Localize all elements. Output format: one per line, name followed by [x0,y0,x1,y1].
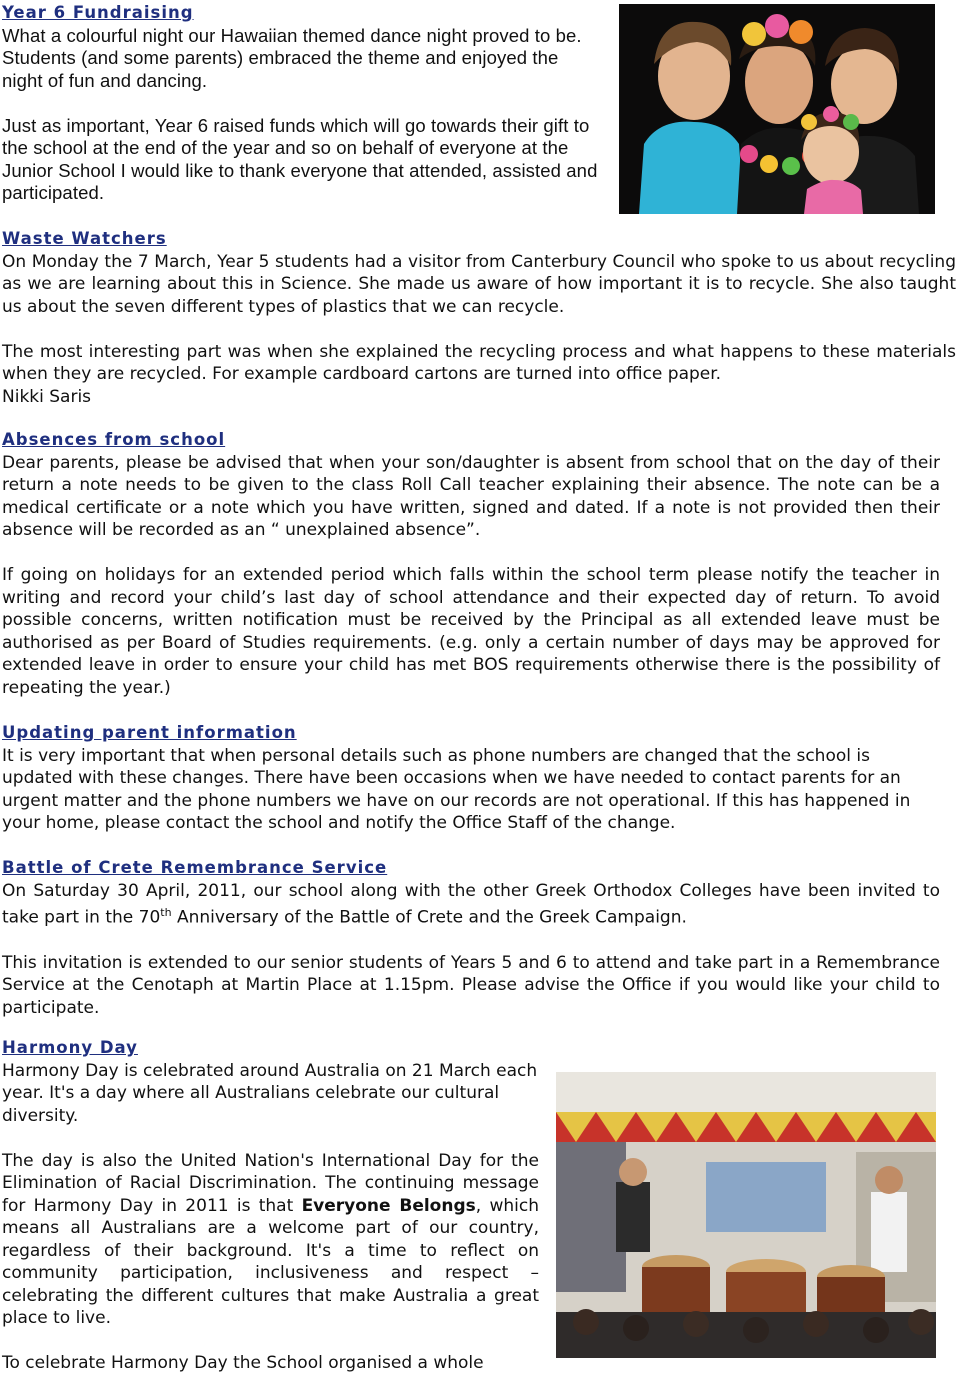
section-absences [2,429,940,699]
crete-p1-superscript: th [160,906,172,919]
section-battle-of-crete [2,857,940,1019]
harmony-paragraph-3: To celebrate Harmony Day the School organised a whole [2,1353,484,1373]
heading-updating-info: Updating parent information [2,723,297,742]
harmony-paragraph-1: Harmony Day is celebrated around Australia on 21 March each year. It's a day where all Australians celebrate our cultural diversity. [2,1060,538,1126]
absences-paragraph-2: If going on holidays for an extended period which falls within the school term please notify the teacher in writing and record your child’s last day of school attendance and their expected day of return. To avoid possible concerns, written notification must be received by the Principal as all extended leave must be authorised as per Board of Studies requirements. (e.g. only a certain number of days may be approved for extended leave in order to ensure your child has met BOS requirements otherwise there is the possibility of repeating the year.) [2,565,940,698]
crete-paragraph-1 [2,880,940,930]
heading-harmony-day: Harmony Day [2,1038,138,1057]
section-waste-watchers [2,228,956,408]
fundraising-paragraph-2: Just as important, Year 6 raised funds which will go towards their gift to the school at the end of the year and so on behalf of everyone at the Junior School I would like to thank everyone that attended, assisted and participated. [2,114,598,203]
waste-author: Nikki Saris [2,386,92,407]
fundraising-paragraph-1: What a colourful night our Hawaiian themed dance night proved to be. Students (and some parents) embraced the theme and enjoyed the night of fun and dancing. [2,24,582,91]
harmony-p2-text-a: The day is also the United Nation's International Day for the Elimination of Racial Discrimination. The continuing message for Harmony Day in 2011 is that [2,1150,539,1216]
girls-with-flower-leis-photo [619,4,935,214]
section-updating-info [2,722,940,835]
heading-fundraising: Year 6 Fundraising [2,3,194,22]
absences-paragraph-1: Dear parents, please be advised that when your son/daughter is absent from school that on the day of their return a note needs to be given to the class Roll Call teacher explaining their absence. The note can be a medical certificate or a note which you have written, signed and dated. If a note is not provided then their absence will be recorded as an “ unexplained absence”. [2,452,940,540]
heading-battle-of-crete: Battle of Crete Remembrance Service [2,858,388,877]
section-harmony-day [2,1037,539,1375]
section-fundraising [2,2,604,205]
heading-waste-watchers: Waste Watchers [2,229,167,248]
heading-absences: Absences from school [2,430,226,449]
crete-p1-text-b: Anniversary of the Battle of Crete and the Greek Campaign. [171,907,687,928]
drumming-performance-photo [556,1072,936,1358]
crete-p1-text-a: On Saturday 30 April, 2011, our school along with the other Greek Orthodox Colleges have been invited to take part in the 70 [2,880,940,928]
harmony-p2-text-b: , which means all Australians are a welcome part of our country, regardless of their background. It's a time to reflect on community participation, inclusiveness and respect – celebrating the different cultures that make Australia a great place to live. [2,1195,539,1328]
updating-paragraph-1: It is very important that when personal details such as phone numbers are changed that the school is updated with these changes. There have been occasions when we have needed to contact parents for an urgent matter and the phone numbers we have on our records are not operational. If this has happened in your home, please contact the school and notify the Office Staff of the change. [2,745,911,833]
waste-paragraph-2: The most interesting part was when she explained the recycling process and what happens to these materials when they are recycled. For example cardboard cartons are turned into office paper. [2,341,956,384]
harmony-paragraph-2 [2,1150,539,1330]
waste-paragraph-1: On Monday the 7 March, Year 5 students had a visitor from Canterbury Council who spoke to us about recycling as we are learning about this in Science. She made us aware of how important it is to recycle. She also taught us about the seven different types of plastics that we can recycle. [2,251,956,317]
crete-paragraph-2: This invitation is extended to our senior students of Years 5 and 6 to attend and take part in a Remembrance Service at the Cenotaph at Martin Place at 1.15pm. Please advise the Office if you would like your child to participate. [2,952,940,1018]
harmony-p2-bold: Everyone Belongs [301,1195,476,1216]
